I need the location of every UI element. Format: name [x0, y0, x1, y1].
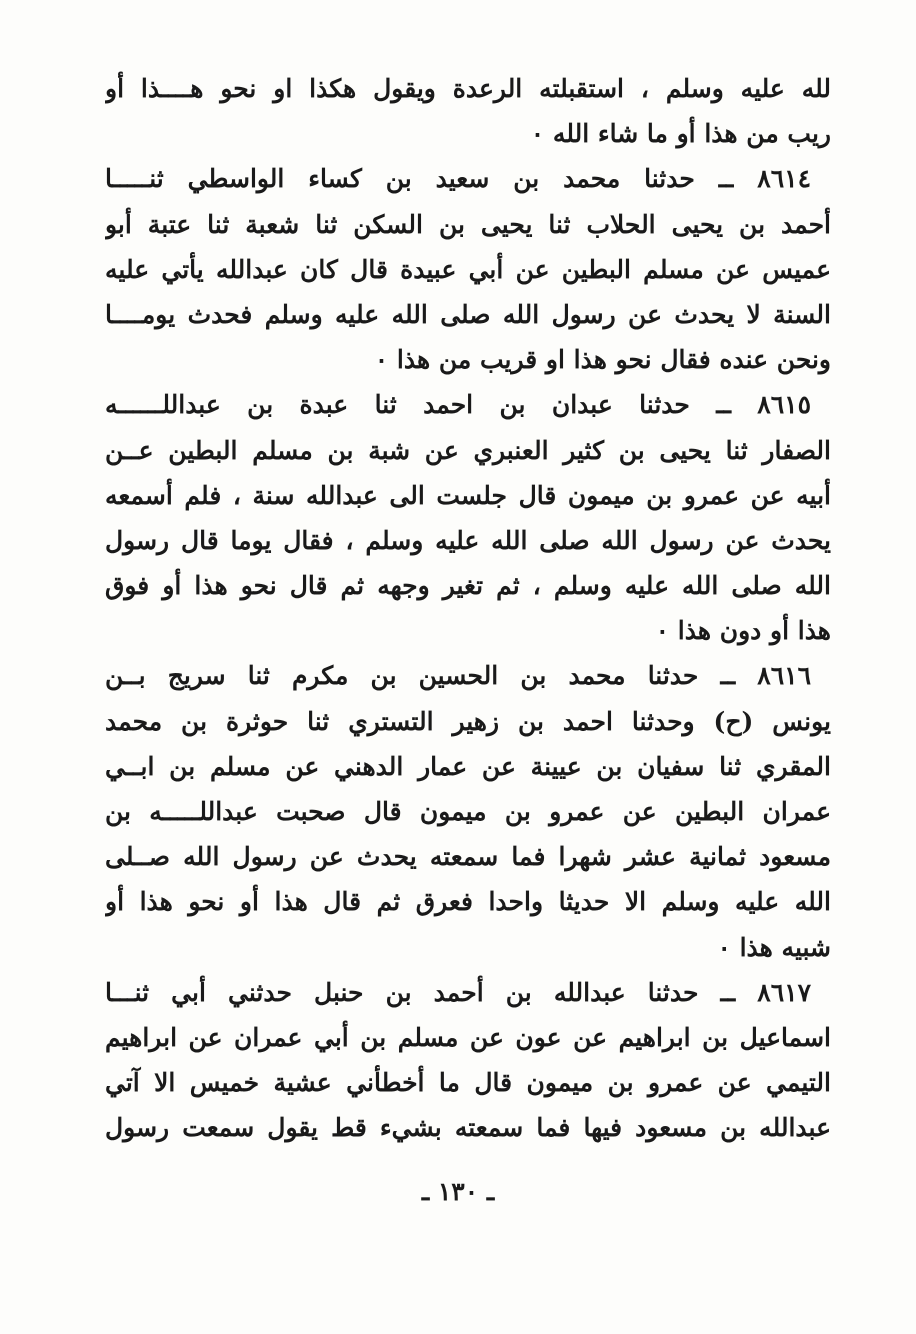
- text-line: يونس (ح) وحدثنا احمد بن زهير التستري ثنا حوثرة بن محمد: [105, 706, 831, 736]
- text-line: عميس عن مسلم البطين عن أبي عبيدة قال كان عبدالله يأتي عليه: [105, 254, 831, 284]
- text-line: الله صلى الله عليه وسلم ، ثم تغير وجهه ثم قال نحو هذا أو فوق: [105, 571, 831, 601]
- text-line: مسعود ثمانية عشر شهرا فما سمعته يحدث عن رسول الله صــلى: [105, 842, 831, 872]
- text-line: لله عليه وسلم ، استقبلته الرعدة ويقول هكذا او نحو هــــذا أو: [105, 74, 831, 103]
- text-line: ونحن عنده فقال نحو هذا او قريب من هذا ٠: [374, 345, 831, 375]
- text-line: أبيه عن عمرو بن ميمون قال جلست الى عبدالله سنة ، فلم أسمعه: [105, 480, 831, 510]
- text-line: المقري ثنا سفيان بن عيينة عن عمار الدهني عن مسلم بن ابــي: [105, 751, 831, 781]
- text-line: يحدث عن رسول الله صلى الله عليه وسلم ، فقال يوما قال رسول: [105, 525, 831, 555]
- page-number: ـ ١٣٠ ـ: [421, 1177, 495, 1206]
- hadith-number-line: ٨٦١٤ ــ حدثنا محمد بن سعيد بن كساء الواسطي ثنـــــا: [105, 164, 811, 194]
- text-line: التيمي عن عمرو بن ميمون قال ما أخطأني عشية خميس الا آتي: [105, 1068, 831, 1098]
- hadith-number-line: ٨٦١٧ ــ حدثنا عبدالله بن أحمد بن حنبل حدثني أبي ثنـــا: [105, 977, 811, 1007]
- text-line: هذا أو دون هذا ٠: [655, 616, 831, 646]
- hadith-number-line: ٨٦١٥ ــ حدثنا عبدان بن احمد ثنا عبدة بن عبداللــــــه: [105, 390, 811, 420]
- text-line: عمران البطين عن عمرو بن ميمون قال صحبت عبداللـــــه بن: [105, 797, 831, 826]
- text-line: ريب من هذا أو ما شاء الله ٠: [530, 119, 831, 149]
- text-line: شبيه هذا ٠: [717, 932, 831, 962]
- text-line: السنة لا يحدث عن رسول الله صلى الله عليه وسلم فحدث يومــــا: [105, 299, 831, 329]
- text-line: الله عليه وسلم الا حديثا واحدا فعرق ثم قال هذا أو نحو هذا أو: [105, 887, 831, 917]
- body-text: [105, 66, 831, 1151]
- text-line: أحمد بن يحيى الحلاب ثنا يحيى بن السكن ثنا شعبة ثنا عتبة أبو: [105, 209, 831, 239]
- text-line: عبدالله بن مسعود فيها فما سمعته بشيء قط يقول سمعت رسول: [105, 1113, 831, 1143]
- text-line: اسماعيل بن ابراهيم عن عون عن مسلم بن أبي عمران عن ابراهيم: [105, 1022, 831, 1052]
- text-line: الصفار ثنا يحيى بن كثير العنبري عن شبة بن مسلم البطين عــن: [105, 435, 831, 465]
- hadith-number-line: ٨٦١٦ ــ حدثنا محمد بن الحسين بن مكرم ثنا سريج بــن: [105, 661, 811, 691]
